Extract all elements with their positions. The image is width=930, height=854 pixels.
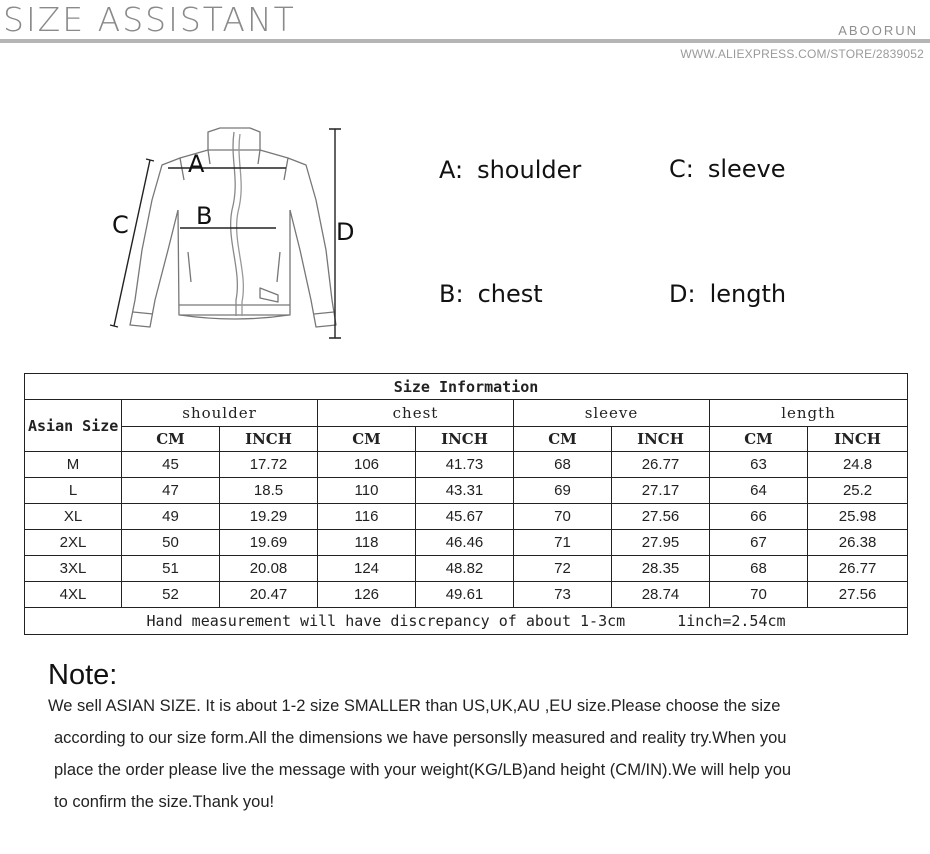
brand-name: ABOORUN [838, 23, 918, 38]
table-cell: 26.77 [612, 452, 710, 478]
table-cell: 49 [122, 504, 220, 530]
table-cell: 49.61 [416, 582, 514, 608]
mark-b: B [196, 202, 213, 230]
table-cell: 50 [122, 530, 220, 556]
mark-a: A [188, 150, 205, 178]
legend-letter: B: [439, 280, 464, 308]
table-cell: 25.98 [808, 504, 908, 530]
legend-length [669, 280, 786, 308]
group-header-length: length [710, 400, 908, 427]
legend-text: chest [477, 280, 543, 308]
table-cell: 106 [318, 452, 416, 478]
store-url: WWW.ALIEXPRESS.COM/STORE/2839052 [680, 47, 924, 61]
table-cell: 3XL [25, 556, 122, 582]
table-cell: 2XL [25, 530, 122, 556]
table-cell: XL [25, 504, 122, 530]
mark-d: D [336, 218, 355, 246]
group-header-chest: chest [318, 400, 514, 427]
table-row [25, 556, 908, 582]
table-cell: 110 [318, 478, 416, 504]
note-line: We sell ASIAN SIZE. It is about 1-2 size SMALLER than US,UK,AU ,EU size.Please choose the size [48, 697, 781, 715]
table-cell: 46.46 [416, 530, 514, 556]
table-cell: 28.74 [612, 582, 710, 608]
size-column-header: Asian Size [25, 400, 122, 452]
table-cell: 19.29 [220, 504, 318, 530]
table-cell: 45 [122, 452, 220, 478]
table-footer [25, 608, 908, 635]
table-cell: 68 [710, 556, 808, 582]
table-row [25, 452, 908, 478]
table-cell: 51 [122, 556, 220, 582]
table-cell: 18.5 [220, 478, 318, 504]
table-row [25, 530, 908, 556]
measurement-disclaimer: Hand measurement will have discrepancy of about 1-3cm [146, 612, 626, 630]
table-cell: 28.35 [612, 556, 710, 582]
unit-header: INCH [416, 427, 514, 452]
table-cell: 70 [514, 504, 612, 530]
table-cell: 26.38 [808, 530, 908, 556]
table-cell: L [25, 478, 122, 504]
table-cell: 43.31 [416, 478, 514, 504]
table-cell: 64 [710, 478, 808, 504]
table-row [25, 478, 908, 504]
legend-sleeve [669, 155, 786, 183]
legend-shoulder [439, 156, 581, 184]
table-cell: 116 [318, 504, 416, 530]
legend-text: sleeve [707, 155, 786, 183]
table-cell: 124 [318, 556, 416, 582]
group-header-shoulder: shoulder [122, 400, 318, 427]
legend-chest [439, 280, 543, 308]
table-cell: 70 [710, 582, 808, 608]
jacket-diagram [100, 120, 370, 345]
table-cell: 66 [710, 504, 808, 530]
table-cell: 45.67 [416, 504, 514, 530]
table-cell: 71 [514, 530, 612, 556]
note-line: place the order please live the message with your weight(KG/LB)and height (CM/IN).We will help you [54, 761, 792, 779]
note-line: to confirm the size.Thank you! [54, 793, 275, 811]
table-cell: 72 [514, 556, 612, 582]
table-title: Size Information [25, 374, 908, 400]
unit-header: INCH [220, 427, 318, 452]
table-cell: 27.17 [612, 478, 710, 504]
group-header-sleeve: sleeve [514, 400, 710, 427]
legend-letter: D: [669, 280, 696, 308]
table-cell: 27.56 [808, 582, 908, 608]
table-cell: 19.69 [220, 530, 318, 556]
size-table [24, 373, 908, 635]
unit-header: CM [318, 427, 416, 452]
table-cell: 41.73 [416, 452, 514, 478]
note-line: according to our size form.All the dimensions we have personslly measured and reality try.When you [54, 729, 787, 747]
inch-conversion: 1inch=2.54cm [677, 612, 786, 630]
table-cell: 17.72 [220, 452, 318, 478]
table-cell: 27.56 [612, 504, 710, 530]
legend-letter: C: [669, 155, 694, 183]
unit-header: CM [710, 427, 808, 452]
table-cell: 27.95 [612, 530, 710, 556]
legend-text: shoulder [477, 156, 582, 184]
table-cell: M [25, 452, 122, 478]
table-cell: 20.08 [220, 556, 318, 582]
header-divider [0, 39, 930, 43]
note-body [48, 690, 908, 818]
legend-letter: A: [439, 156, 464, 184]
legend-text: length [709, 280, 787, 308]
table-cell: 20.47 [220, 582, 318, 608]
table-cell: 4XL [25, 582, 122, 608]
table-cell: 67 [710, 530, 808, 556]
table-row [25, 582, 908, 608]
table-cell: 47 [122, 478, 220, 504]
table-cell: 63 [710, 452, 808, 478]
table-cell: 52 [122, 582, 220, 608]
note-title: Note: [48, 659, 118, 691]
table-cell: 118 [318, 530, 416, 556]
table-cell: 48.82 [416, 556, 514, 582]
unit-header: CM [514, 427, 612, 452]
table-cell: 68 [514, 452, 612, 478]
table-cell: 73 [514, 582, 612, 608]
table-cell: 126 [318, 582, 416, 608]
table-cell: 69 [514, 478, 612, 504]
unit-header: CM [122, 427, 220, 452]
mark-c: C [112, 211, 129, 239]
unit-header: INCH [612, 427, 710, 452]
table-cell: 24.8 [808, 452, 908, 478]
page-title: SIZE ASSISTANT [3, 0, 296, 39]
table-row [25, 504, 908, 530]
unit-header: INCH [808, 427, 908, 452]
table-cell: 25.2 [808, 478, 908, 504]
table-cell: 26.77 [808, 556, 908, 582]
